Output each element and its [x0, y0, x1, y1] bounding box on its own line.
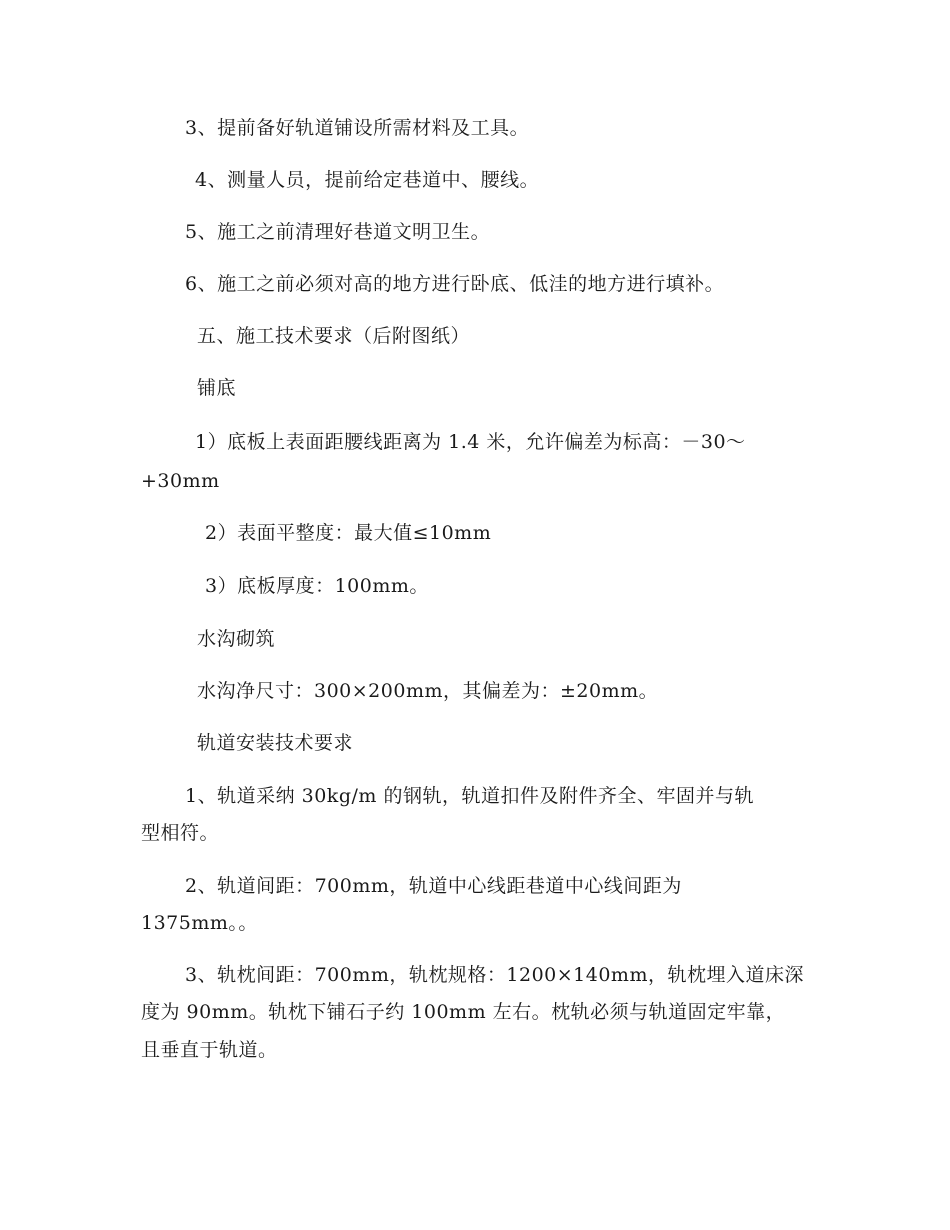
- track-req-2: 2、轨道间距：700mm，轨道中心线距巷道中心线间距为: [185, 875, 682, 897]
- floor-req-2: 2）表面平整度：最大值≤10mm: [205, 522, 492, 544]
- floor-req-1: 1）底板上表面距腰线距离为 1.4 米，允许偏差为标高：－30～: [195, 431, 746, 453]
- track-req-3-cont: 度为 90mm。轨枕下铺石子约 100mm 左右。枕轨必须与轨道固定牢靠，: [141, 1001, 786, 1023]
- track-req-2-cont: 1375mm。。: [141, 912, 258, 934]
- ditch-size: 水沟净尺寸：300×200mm，其偏差为：±20mm。: [197, 680, 659, 702]
- floor-req-3: 3）底板厚度：100mm。: [205, 575, 429, 597]
- track-req-1-cont: 型相符。: [141, 822, 220, 844]
- subheading-floor: 铺底: [197, 377, 237, 399]
- section-5-heading: 五、施工技术要求（后附图纸）: [197, 325, 471, 347]
- track-req-1: 1、轨道采纳 30kg/m 的钢轨，轨道扣件及附件齐全、牢固并与轨: [185, 785, 754, 807]
- item-6-leveling: 6、施工之前必须对高的地方进行卧底、低洼的地方进行填补。: [185, 273, 725, 295]
- subheading-track: 轨道安装技术要求: [197, 732, 354, 754]
- item-5-cleanup: 5、施工之前清理好巷道文明卫生。: [185, 221, 491, 243]
- track-req-3: 3、轨枕间距：700mm，轨枕规格：1200×140mm，轨枕埋入道床深: [185, 964, 804, 986]
- item-3-prepare-materials: 3、提前备好轨道铺设所需材料及工具。: [185, 117, 530, 139]
- subheading-ditch: 水沟砌筑: [197, 628, 276, 650]
- track-req-3-cont-2: 且垂直于轨道。: [141, 1039, 278, 1061]
- floor-req-1-cont: +30mm: [141, 470, 220, 492]
- item-4-surveyors: 4、测量人员，提前给定巷道中、腰线。: [195, 169, 540, 191]
